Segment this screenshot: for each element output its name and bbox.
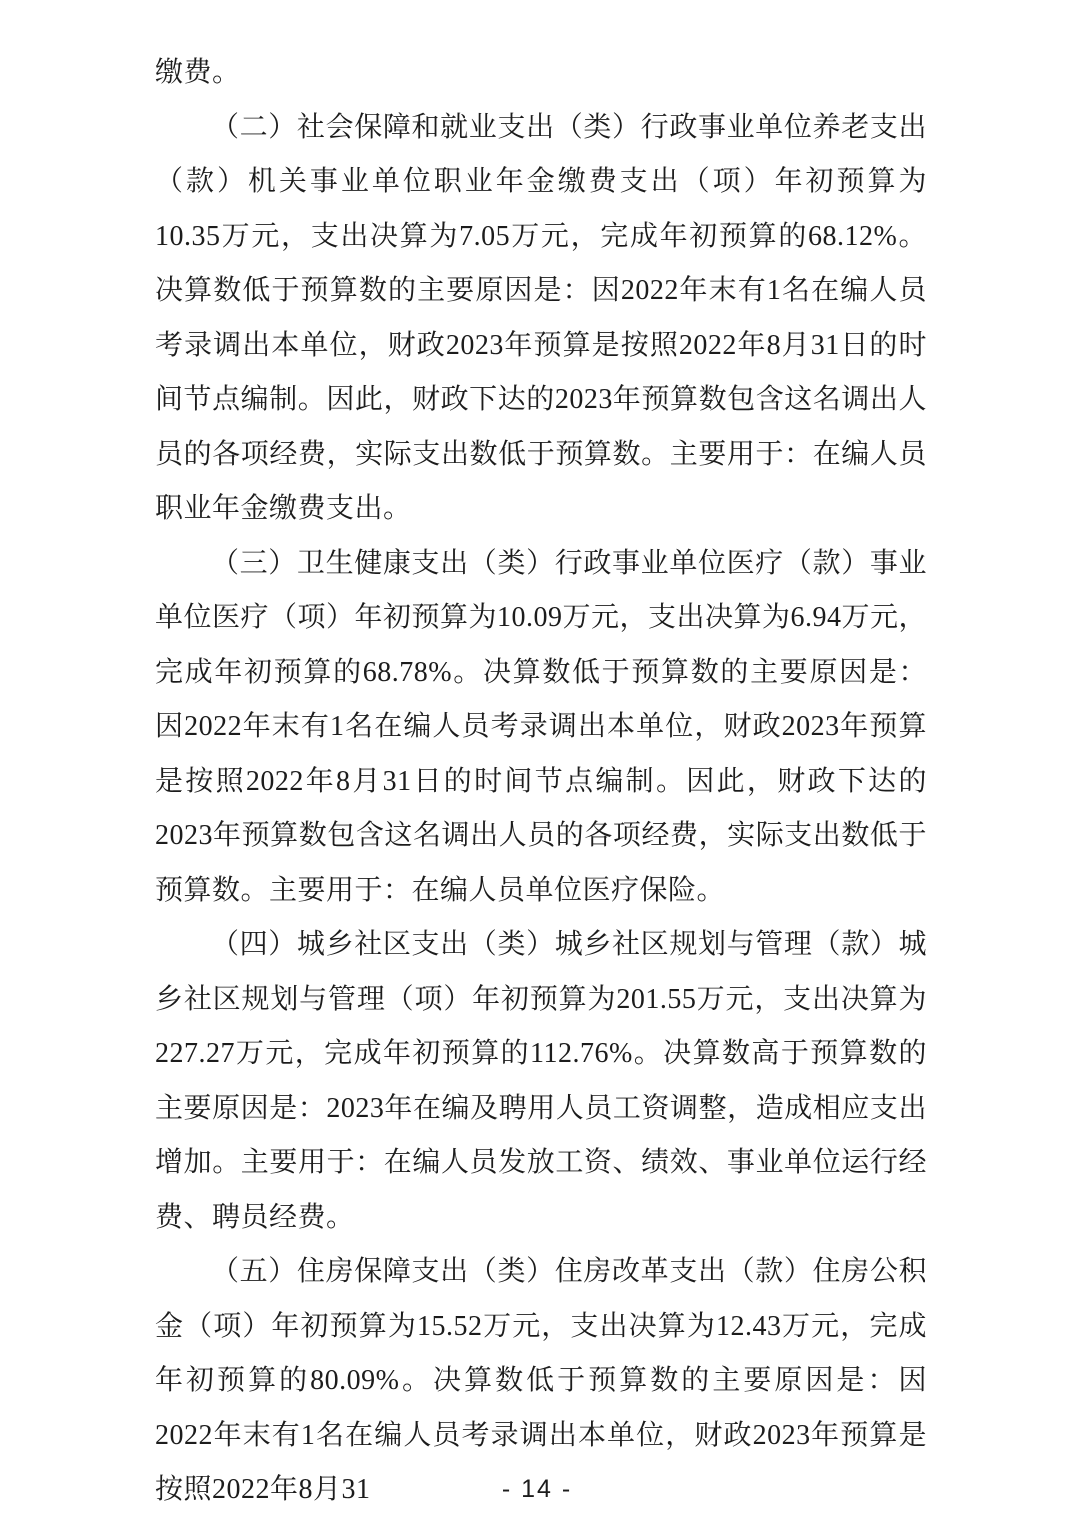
body-paragraph-section-4: （四）城乡社区支出（类）城乡社区规划与管理（款）城乡社区规划与管理（项）年初预算为201.55万元，支出决算为227.27万元，完成年初预算的112.76%。决算数高于预算数的主要原因是：2023年在编及聘用人员工资调整，造成相应支出增加。主要用于：在编人员发放工资、绩效、事业单位运行经费、聘员经费。 — [155, 929, 927, 1233]
body-paragraph-section-2: （二）社会保障和就业支出（类）行政事业单位养老支出（款）机关事业单位职业年金缴费支出（项）年初预算为10.35万元，支出决算为7.05万元，完成年初预算的68.12%。决算数低于预算数的主要原因是：因2022年末有1名在编人员考录调出本单位，财政2023年预算是按照2022年8月31日的时间节点编制。因此，财政下达的2023年预算数包含这名调出人员的各项经费，实际支出数低于预算数。主要用于：在编人员职业年金缴费支出。 — [155, 111, 927, 524]
page-number: - 14 - — [501, 1475, 573, 1503]
document-body — [155, 46, 927, 1518]
body-paragraph-section-3: （三）卫生健康支出（类）行政事业单位医疗（款）事业单位医疗（项）年初预算为10.09万元，支出决算为6.94万元，完成年初预算的68.78%。决算数低于预算数的主要原因是：因2022年末有1名在编人员考录调出本单位，财政2023年预算是按照2022年8月31日的时间节点编制。因此，财政下达的2023年预算数包含这名调出人员的各项经费，实际支出数低于预算数。主要用于：在编人员单位医疗保险。 — [155, 547, 928, 906]
body-paragraph-continuation: 缴费。 — [155, 57, 241, 88]
body-paragraph-section-5: （五）住房保障支出（类）住房改革支出（款）住房公积金（项）年初预算为15.52万元，支出决算为12.43万元，完成年初预算的80.09%。决算数低于预算数的主要原因是：因2022年末有1名在编人员考录调出本单位，财政2023年预算是按照2022年8月31 — [155, 1256, 927, 1505]
